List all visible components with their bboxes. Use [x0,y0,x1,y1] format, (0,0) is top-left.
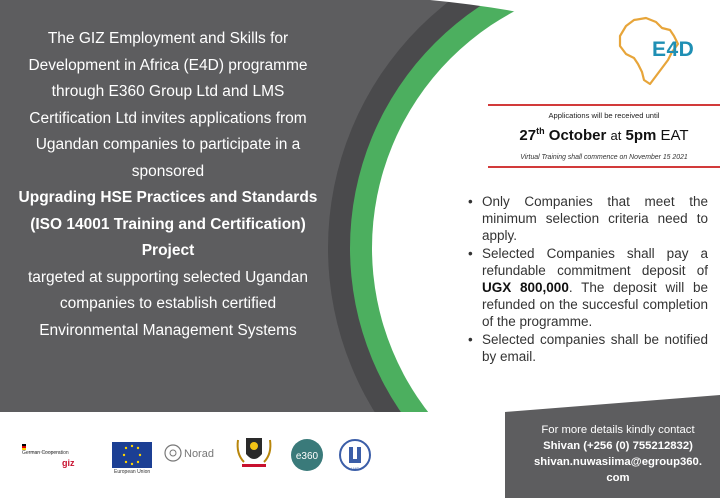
e360-text: e360 [295,451,319,462]
intro-line: Certification Ltd invites applications from [29,109,307,127]
giz-text: giz [62,458,75,468]
deadline-time: 5pm [625,127,657,144]
deadline-date [488,126,720,144]
logo-caption: German Cooperation [22,450,69,456]
deadline-month: October [548,127,607,144]
contact-email[interactable]: shivan.nuwasiima@egroup360. [534,456,702,468]
training-note: Virtual Training shall commence on November 15 2021 [520,154,688,161]
contact-email-cont[interactable]: com [606,472,630,484]
norad-text: Norad [184,448,214,460]
eu-flag-logo [112,442,152,470]
giz-logo [62,456,102,470]
contact-heading: For more details kindly contact [541,424,695,436]
deadline-day: 27 [519,127,537,144]
intro-text [14,26,322,344]
criteria-text: Selected Companies shall pay a refundable commitment deposit of [482,246,708,278]
intro-line: sponsored [131,162,205,180]
list-item [468,245,708,330]
intro-line: Ugandan companies to participate in a [35,136,301,153]
logo-caption: European Union [114,469,151,475]
norad-logo [164,440,222,466]
criteria-text: . The deposit will be refunded on the succesful completion of the programme. [482,280,708,329]
intro-line: The GIZ Employment and Skills for [47,30,289,47]
list-item [468,193,708,244]
uganda-coat-of-arms-logo [234,432,274,474]
intro-line: Development in Africa (E4D) programme [28,56,308,74]
deadline-at: at [610,128,622,143]
deposit-amount: UGX 800,000 [482,280,569,295]
e4d-logo-text: E4D [652,38,695,61]
intro-line: through E360 Group Ltd and LMS [51,83,285,100]
project-title: Project [141,242,195,259]
project-title: Upgrading HSE Practices and Standards [18,189,318,206]
divider [488,166,720,168]
deadline-day-suffix: th [536,126,545,136]
contact-name: Shivan (+256 (0) 755212832) [543,440,693,452]
lms-logo [338,438,372,472]
deadline-tz: EAT [660,127,689,144]
project-title: (ISO 14001 Training and Certification) [30,215,306,233]
intro-line: Environmental Management Systems [39,321,297,339]
deadline-label: Applications will be received until [548,111,660,120]
intro-line: companies to establish certified [59,295,277,312]
deadline-block [488,104,720,168]
list-item [468,331,708,365]
criteria-list [468,193,708,366]
intro-line: targeted at supporting selected Ugandan [27,268,309,286]
footer-logos [0,412,720,498]
divider [488,104,720,106]
criteria-text: Selected companies shall be notified by email. [482,332,708,364]
criteria-text: Only Companies that meet the minimum selection criteria need to apply. [482,194,708,243]
lms-text: LMS [350,466,360,471]
e360-logo [290,438,324,472]
